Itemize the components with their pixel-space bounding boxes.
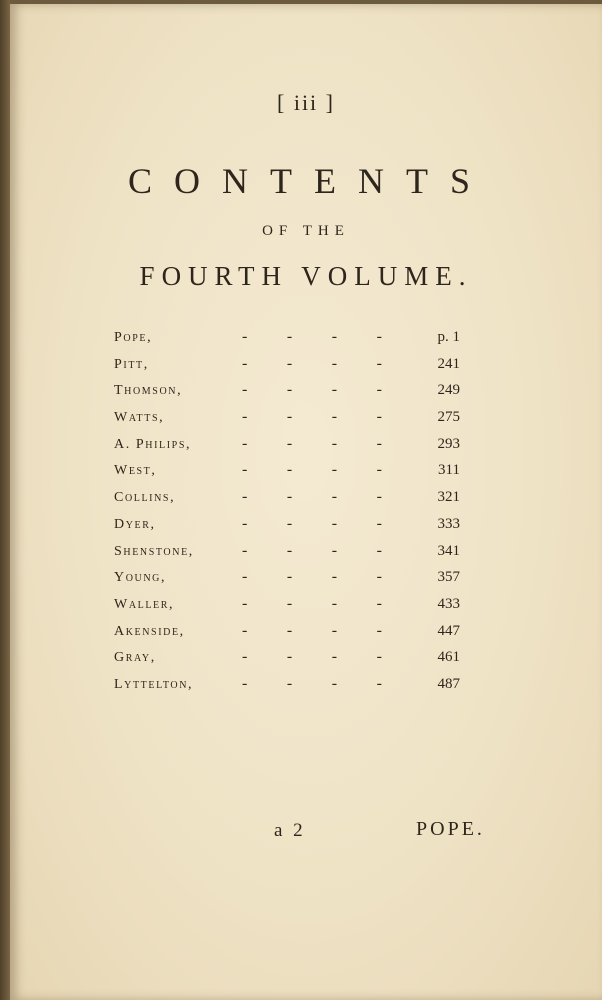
leader-dash: -: [376, 328, 382, 345]
leader-dashes: [242, 675, 382, 693]
author-name: Young,: [114, 570, 167, 586]
author-name: Pope,: [114, 330, 153, 345]
signature-mark: a 2: [274, 820, 306, 841]
leader-dash: -: [331, 568, 338, 586]
leader-dashes: [242, 542, 382, 560]
leader-dashes: [242, 622, 382, 640]
leader-dash: -: [376, 381, 382, 399]
contents-list: [114, 328, 474, 702]
leader-dash: -: [242, 621, 248, 639]
book-spine-edge: [0, 0, 10, 1000]
leader-dash: -: [242, 488, 248, 506]
author-name: Akenside,: [114, 623, 185, 639]
leader-dash: -: [376, 488, 382, 506]
leader-dash: -: [286, 408, 293, 426]
contents-entry: [114, 435, 474, 462]
leader-dashes: [242, 408, 382, 426]
leader-dashes: [242, 595, 382, 613]
leader-dash: -: [242, 354, 248, 372]
leader-dash: -: [286, 568, 293, 586]
leader-dash: -: [242, 568, 248, 586]
contents-entry: [114, 542, 474, 569]
contents-entry: [114, 595, 474, 622]
leader-dash: -: [331, 674, 338, 692]
leader-dash: -: [242, 408, 248, 426]
leader-dash: -: [286, 354, 293, 372]
leader-dashes: [242, 355, 382, 373]
page-reference: 321: [437, 489, 460, 506]
page-reference: 433: [437, 595, 460, 612]
author-name: Lyttelton,: [114, 676, 194, 692]
leader-dash: -: [242, 648, 248, 666]
contents-entry: [114, 568, 474, 595]
leader-dash: -: [376, 354, 382, 372]
leader-dash: -: [242, 434, 248, 452]
leader-dash: -: [376, 541, 382, 559]
leader-dash: -: [376, 594, 382, 612]
leader-dash: -: [331, 541, 338, 559]
leader-dash: -: [376, 514, 382, 532]
author-name: Shenstone,: [114, 543, 194, 559]
page-reference: 241: [437, 355, 460, 372]
author-name: Collins,: [114, 490, 176, 506]
leader-dashes: [242, 568, 382, 586]
contents-entry: [114, 381, 474, 408]
contents-entry: [114, 515, 474, 542]
leader-dashes: [242, 515, 382, 533]
leader-dash: -: [286, 328, 293, 345]
author-name: Thomson,: [114, 383, 183, 399]
leader-dash: -: [331, 594, 338, 612]
leader-dash: -: [376, 408, 382, 426]
leader-dash: -: [242, 674, 248, 692]
leader-dash: -: [286, 621, 293, 639]
author-name: A. Philips,: [114, 436, 192, 452]
leader-dash: -: [242, 541, 248, 559]
leader-dashes: [242, 381, 382, 399]
leader-dash: -: [286, 434, 293, 452]
author-name: Pitt,: [114, 356, 149, 372]
page-number: [ iii ]: [277, 90, 335, 115]
author-name: Gray,: [114, 650, 156, 666]
leader-dash: -: [331, 328, 338, 345]
book-page: [10, 4, 602, 1000]
leader-dash: -: [331, 408, 338, 426]
leader-dash: -: [286, 674, 293, 692]
page-reference: 341: [437, 542, 460, 559]
page-reference: 447: [437, 622, 460, 639]
leader-dash: -: [286, 514, 293, 532]
catchword: POPE.: [416, 818, 485, 840]
leader-dash: -: [331, 488, 338, 506]
leader-dash: -: [376, 461, 382, 479]
page-reference: 293: [437, 435, 460, 452]
page-reference: 333: [437, 515, 460, 532]
contents-entry: [114, 622, 474, 649]
leader-dashes: [242, 435, 382, 453]
leader-dash: -: [331, 381, 338, 399]
leader-dash: -: [331, 434, 338, 452]
contents-title: CONTENTS: [128, 161, 492, 201]
leader-dash: -: [286, 488, 293, 506]
leader-dash: -: [286, 381, 293, 399]
page-reference: 275: [437, 409, 460, 426]
page-reference: 311: [438, 462, 460, 479]
page-reference: 249: [437, 382, 460, 399]
page-reference: 487: [437, 675, 460, 692]
leader-dashes: [242, 328, 382, 346]
leader-dash: -: [376, 434, 382, 452]
leader-dash: -: [242, 328, 248, 345]
leader-dash: -: [286, 461, 293, 479]
contents-entry: [114, 408, 474, 435]
page-reference: 461: [437, 649, 460, 666]
leader-dash: -: [286, 541, 293, 559]
author-name: Dyer,: [114, 516, 156, 532]
author-name: West,: [114, 463, 157, 479]
leader-dashes: [242, 488, 382, 506]
contents-entry: [114, 675, 474, 702]
author-name: Watts,: [114, 410, 165, 426]
leader-dashes: [242, 461, 382, 479]
leader-dash: -: [242, 594, 248, 612]
leader-dash: -: [286, 648, 293, 666]
leader-dash: -: [242, 514, 248, 532]
leader-dash: -: [331, 648, 338, 666]
leader-dash: -: [331, 621, 338, 639]
leader-dash: -: [242, 461, 248, 479]
leader-dash: -: [286, 594, 293, 612]
contents-entry: [114, 328, 474, 355]
page-reference: 357: [437, 569, 460, 586]
leader-dash: -: [376, 648, 382, 666]
leader-dash: -: [376, 621, 382, 639]
leader-dashes: [242, 648, 382, 666]
contents-entry: [114, 648, 474, 675]
volume-title: FOURTH VOLUME.: [139, 261, 473, 291]
contents-entry: [114, 355, 474, 382]
author-name: Waller,: [114, 596, 175, 612]
leader-dash: -: [331, 514, 338, 532]
contents-subtitle: OF THE: [262, 223, 350, 239]
leader-dash: -: [376, 568, 382, 586]
leader-dash: -: [376, 674, 382, 692]
page-reference: p. 1: [437, 329, 460, 345]
leader-dash: -: [242, 381, 248, 399]
leader-dash: -: [331, 354, 338, 372]
leader-dash: -: [331, 461, 338, 479]
contents-entry: [114, 488, 474, 515]
contents-entry: [114, 461, 474, 488]
